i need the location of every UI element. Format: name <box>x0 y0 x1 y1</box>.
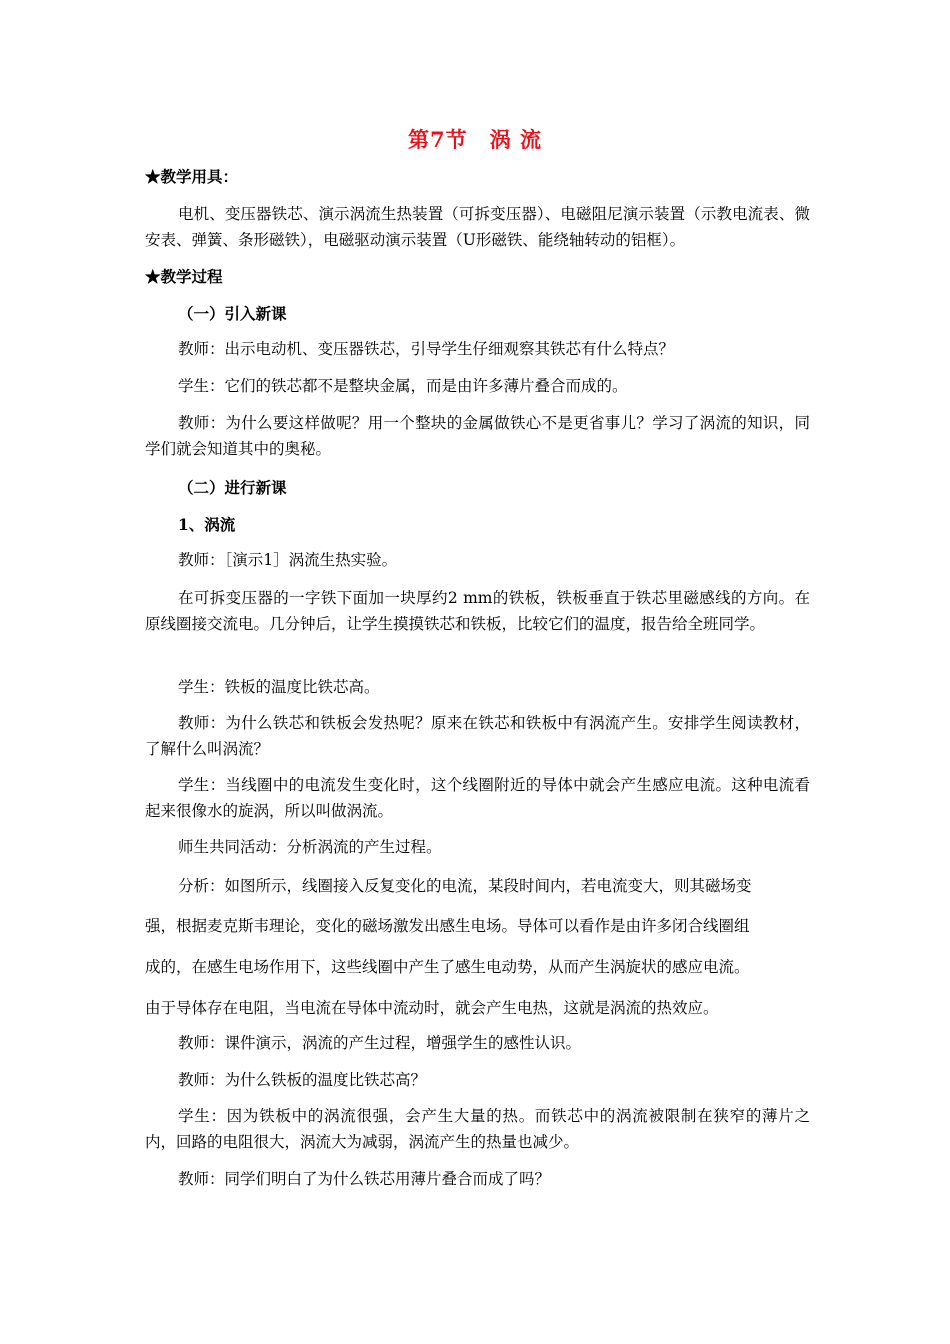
tools-paragraph: 电机、变压器铁芯、演示涡流生热装置（可拆变压器）、电磁阻尼演示装置（示教电流表、微安表、弹簧、条形磁铁），电磁驱动演示装置（U形磁铁、能绕轴转动的铝框）。 <box>145 205 810 249</box>
analysis-line: 分析：如图所示，线圈接入反复变化的电流，某段时间内，若电流变大，则其磁场变 <box>178 877 752 895</box>
paragraph-11: 教师：为什么铁板的温度比铁芯高？ <box>178 1071 427 1089</box>
paragraph-1: 教师：出示电动机、变压器铁芯，引导学生仔细观察其铁芯有什么特点？ <box>178 340 675 358</box>
paragraph-4: 教师：［演示1］涡流生热实验。 <box>178 551 398 569</box>
process-heading: ★教学过程 <box>145 267 223 286</box>
paragraph-2: 学生：它们的铁芯都不是整块金属，而是由许多薄片叠合而成的。 <box>178 377 628 395</box>
sub1-heading: 1、涡流 <box>178 515 236 534</box>
paragraph-9: 师生共同活动：分析涡流的产生过程。 <box>178 838 442 856</box>
part1-heading: （一）引入新课 <box>178 304 287 323</box>
paragraph-8: 学生：当线圈中的电流发生变化时，这个线圈附近的导体中就会产生感应电流。这种电流看起来很像水的旋涡，所以叫做涡流。 <box>145 776 810 820</box>
tools-heading: ★教学用具： <box>145 167 239 186</box>
analysis-line: 由于导体存在电阻，当电流在导体中流动时，就会产生电热，这就是涡流的热效应。 <box>145 999 719 1017</box>
part2-heading: （二）进行新课 <box>178 478 287 497</box>
paragraph-10: 教师：课件演示，涡流的产生过程，增强学生的感性认识。 <box>178 1034 582 1052</box>
analysis-line: 强，根据麦克斯韦理论，变化的磁场激发出感生电场。导体可以看作是由许多闭合线圈组 <box>145 917 750 935</box>
paragraph-12: 学生：因为铁板中的涡流很强，会产生大量的热。而铁芯中的涡流被限制在狭窄的薄片之内，回路的电阻很大，涡流大为减弱，涡流产生的热量也减少。 <box>145 1107 810 1151</box>
paragraph-5: 在可拆变压器的一字铁下面加一块厚约2 mm的铁板，铁板垂直于铁芯里磁感线的方向。在原线圈接交流电。几分钟后，让学生摸摸铁芯和铁板，比较它们的温度，报告给全班同学。 <box>145 589 810 633</box>
paragraph-3: 教师：为什么要这样做呢？用一个整块的金属做铁心不是更省事儿？学习了涡流的知识，同学们就会知道其中的奥秘。 <box>145 414 810 458</box>
analysis-line: 成的，在感生电场作用下，这些线圈中产生了感生电动势，从而产生涡旋状的感应电流。 <box>145 958 750 976</box>
paragraph-7: 教师：为什么铁芯和铁板会发热呢？原来在铁芯和铁板中有涡流产生。安排学生阅读教材，了解什么叫涡流？ <box>145 714 810 758</box>
page-title: 第7节 涡 流 <box>408 127 542 152</box>
paragraph-13: 教师：同学们明白了为什么铁芯用薄片叠合而成了吗？ <box>178 1170 551 1188</box>
paragraph-6: 学生：铁板的温度比铁芯高。 <box>178 678 380 696</box>
